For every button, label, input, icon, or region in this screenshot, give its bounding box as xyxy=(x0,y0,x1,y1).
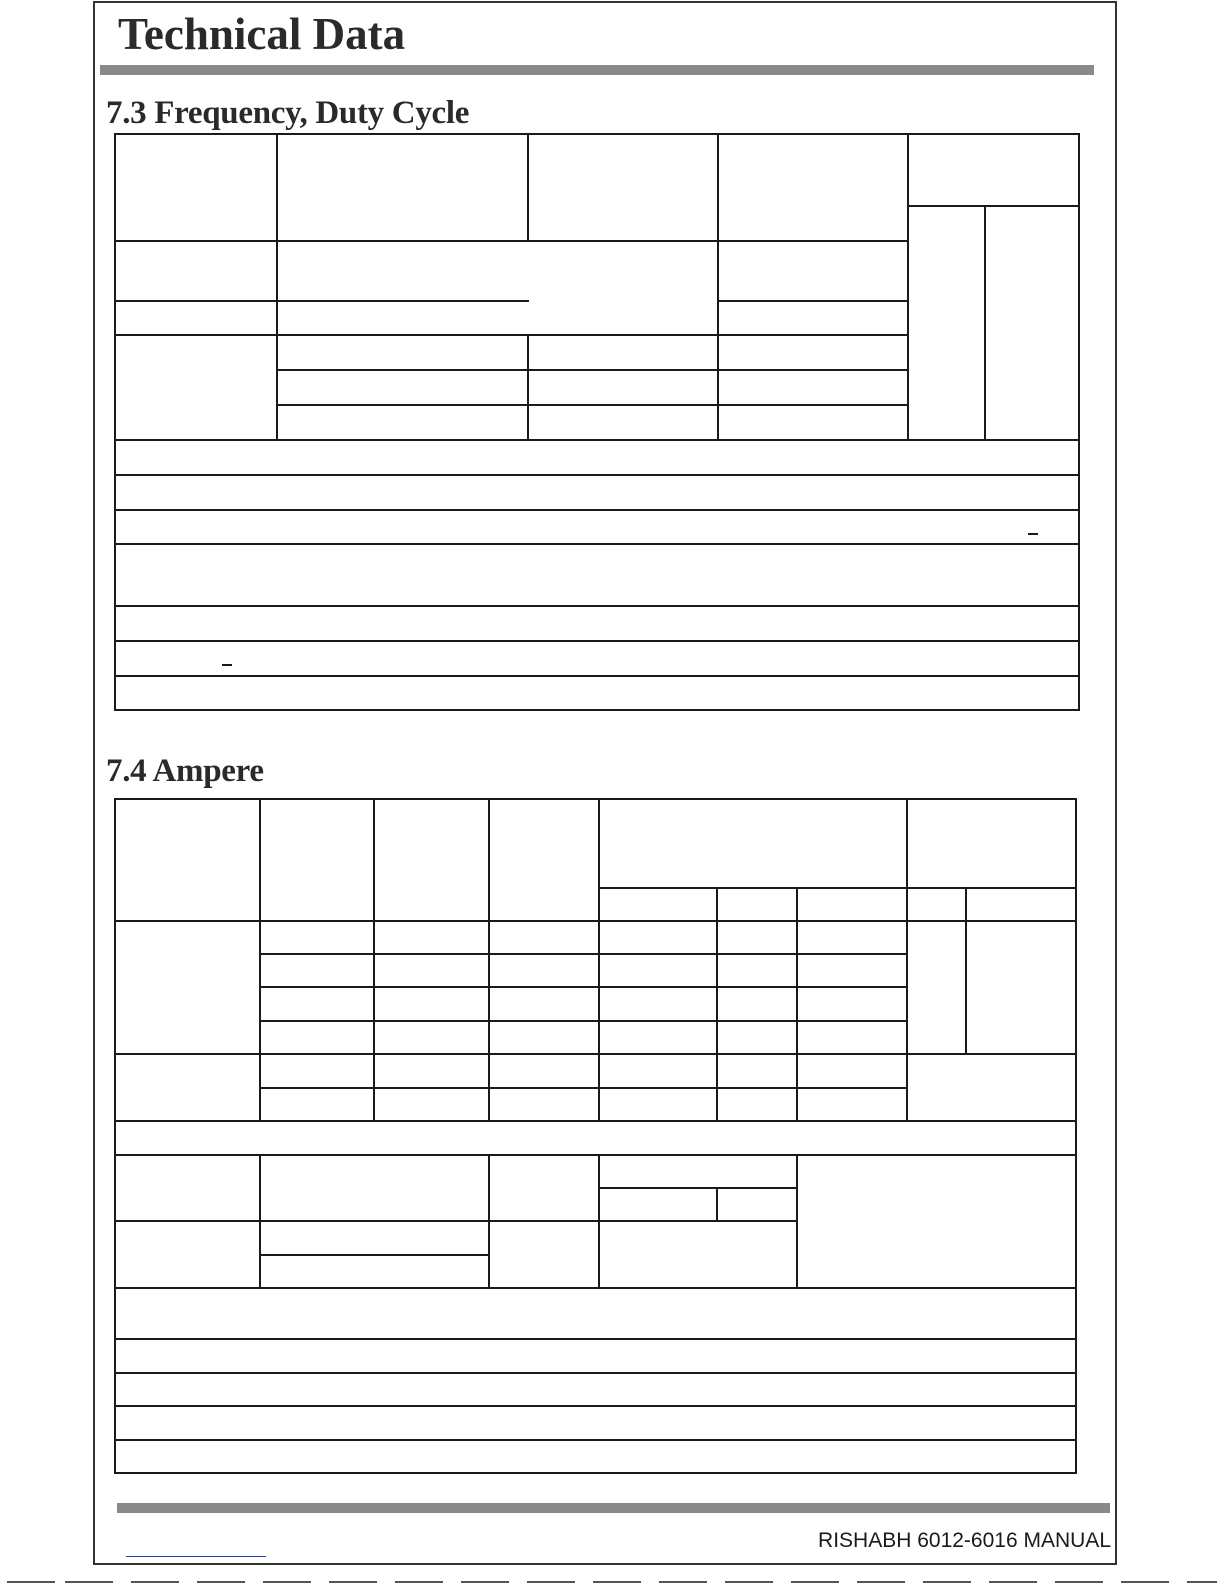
table-divider xyxy=(716,887,718,1121)
table-divider xyxy=(114,1220,798,1222)
section-heading-ampere: 7.4 Ampere xyxy=(106,753,264,789)
table-divider xyxy=(259,1087,908,1089)
table-divider xyxy=(259,986,908,988)
table-divider xyxy=(259,953,908,955)
table-divider xyxy=(114,1439,1077,1441)
table-divider xyxy=(114,1405,1077,1407)
table-divider xyxy=(114,920,1077,922)
table-divider xyxy=(259,798,261,1121)
footer-manual-name: RISHABH 6012-6016 MANUAL xyxy=(818,1529,1111,1552)
table-divider xyxy=(114,1372,1077,1374)
section-heading-frequency: 7.3 Frequency, Duty Cycle xyxy=(106,95,470,131)
table-divider xyxy=(598,1187,798,1189)
table-divider xyxy=(488,798,490,1121)
table-divider xyxy=(598,798,600,1121)
table-divider xyxy=(373,798,375,1121)
table-divider xyxy=(906,798,908,1121)
table-divider xyxy=(259,1020,908,1022)
page-edge-marks xyxy=(0,1581,1225,1585)
table-divider xyxy=(114,1053,1077,1055)
footer-link-underline xyxy=(126,1556,266,1557)
table-divider xyxy=(259,1254,490,1256)
table-divider xyxy=(114,1287,1077,1289)
table-divider xyxy=(796,887,798,1121)
table-divider xyxy=(598,887,1077,889)
footer-rule xyxy=(117,1503,1110,1513)
table-divider xyxy=(114,1120,1077,1122)
document-title: Technical Data xyxy=(118,9,406,59)
table-divider xyxy=(965,887,967,1054)
table-divider xyxy=(716,1187,718,1221)
table-divider xyxy=(114,1338,1077,1340)
table-border xyxy=(114,1472,1077,1474)
